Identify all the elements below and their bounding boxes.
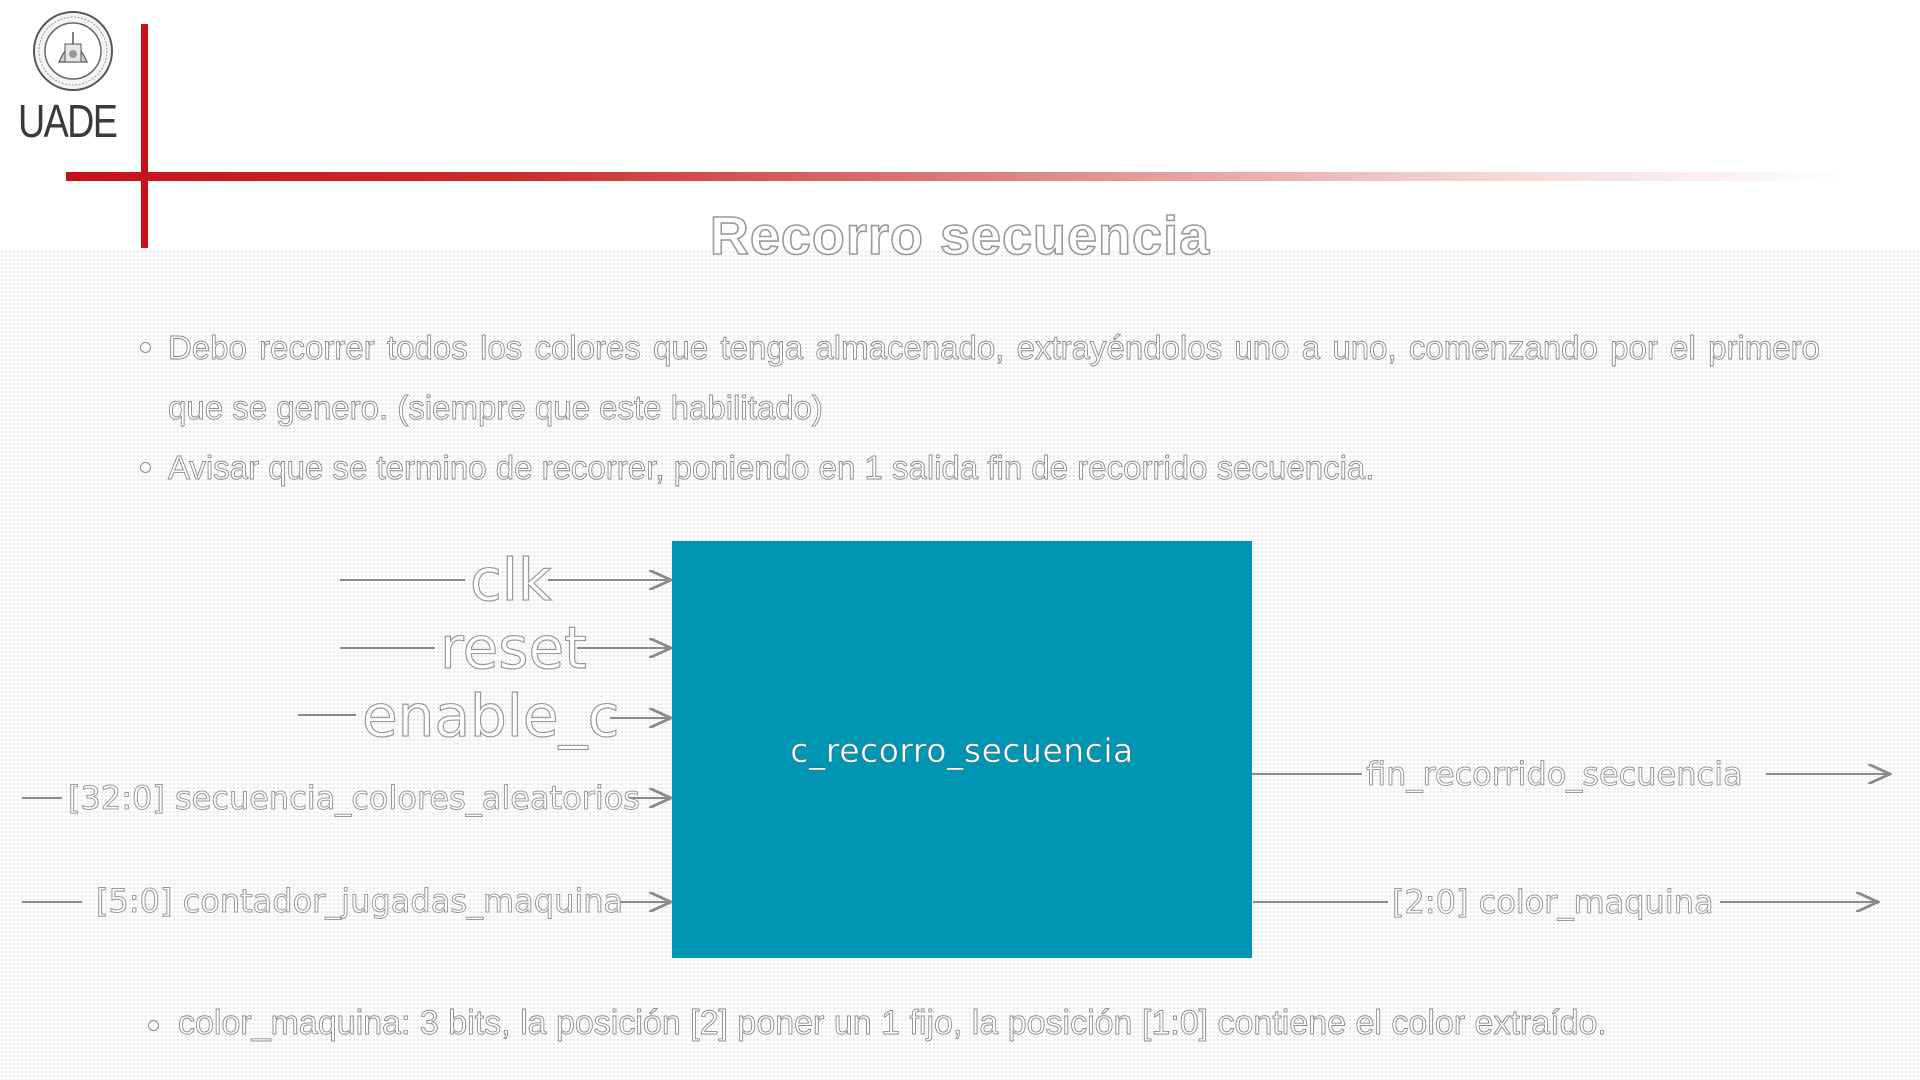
bullet-dot-icon: [148, 1020, 159, 1031]
bullet-text: Avisar que se termino de recorrer, poniendo en 1 salida fin de recorrido secuencia.: [168, 449, 1375, 486]
module-block-label: c_recorro_secuencia: [790, 731, 1134, 770]
output-signal-color-maquina: [2:0] color_maquina: [1392, 883, 1714, 921]
uade-logo-text: UADE: [18, 95, 117, 147]
slide-title: Recorro secuencia: [709, 206, 1211, 266]
bullet-text: Debo recorrer todos los colores que tenga almacenado, extrayéndolos uno a uno, comenzando por el primero que se genero. (siempre que este habilitado): [168, 329, 1820, 426]
input-signal-contador: [5:0] contador_jugadas_maquina: [96, 882, 624, 920]
footer-note: [148, 1004, 1848, 1043]
input-signal-enable: enable_c: [362, 682, 620, 750]
input-signal-clk: clk: [470, 546, 552, 614]
footer-note-text: color_maquina: 3 bits, la posición [2] poner un 1 fijo, la posición [1:0] contiene el color extraído.: [178, 1004, 1607, 1042]
input-signal-secuencia: [32:0] secuencia_colores_aleatorios: [68, 779, 640, 817]
input-signal-reset: reset: [440, 614, 587, 682]
output-signal-fin-recorrido: fin_recorrido_secuencia: [1366, 755, 1743, 793]
